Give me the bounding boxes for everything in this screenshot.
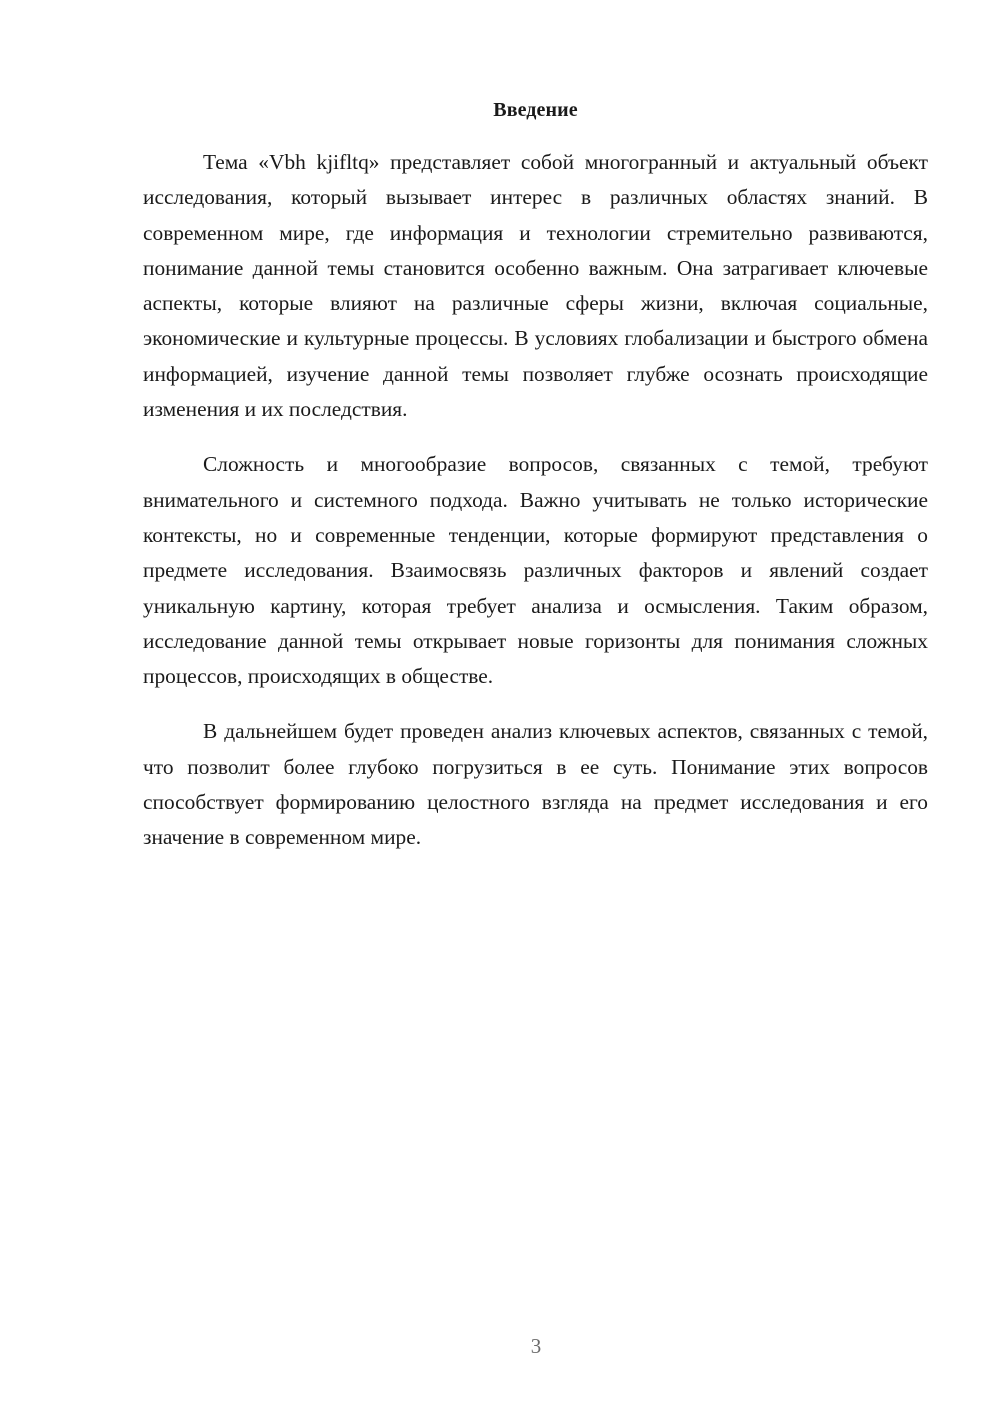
section-heading: Введение <box>493 99 578 121</box>
body-paragraph-2: Сложность и многообразие вопросов, связанных с темой, требуют внимательного и системного подхода. Важно учитывать не только исторические контексты, но и современные тенденции, которые формируют представления о предмете исследования. Взаимосвязь различных факторов и явлений создает уникальную картину, которая требует анализа и осмысления. Таким образом, исследование данной темы открывает новые горизонты для понимания сложных процессов, происходящих в обществе. <box>143 452 928 689</box>
page-content <box>143 92 928 876</box>
body-paragraph-3: В дальнейшем будет проведен анализ ключевых аспектов, связанных с темой, что позволит более глубоко погрузиться в ее суть. Понимание этих вопросов способствует формированию целостного взгляда на предмет исследования и его значение в современном мире. <box>143 719 928 850</box>
body-paragraph-1: Тема «Vbh kjifltq» представляет собой многогранный и актуальный объект исследования, который вызывает интерес в различных областях знаний. В современном мире, где информация и технологии стремительно развиваются, понимание данной темы становится особенно важным. Она затрагивает ключевые аспекты, которые влияют на различные сферы жизни, включая социальные, экономические и культурные процессы. В условиях глобализации и быстрого обмена информацией, изучение данной темы позволяет глубже осознать происходящие изменения и их последствия. <box>143 150 928 422</box>
page-number: 3 <box>530 1334 542 1358</box>
